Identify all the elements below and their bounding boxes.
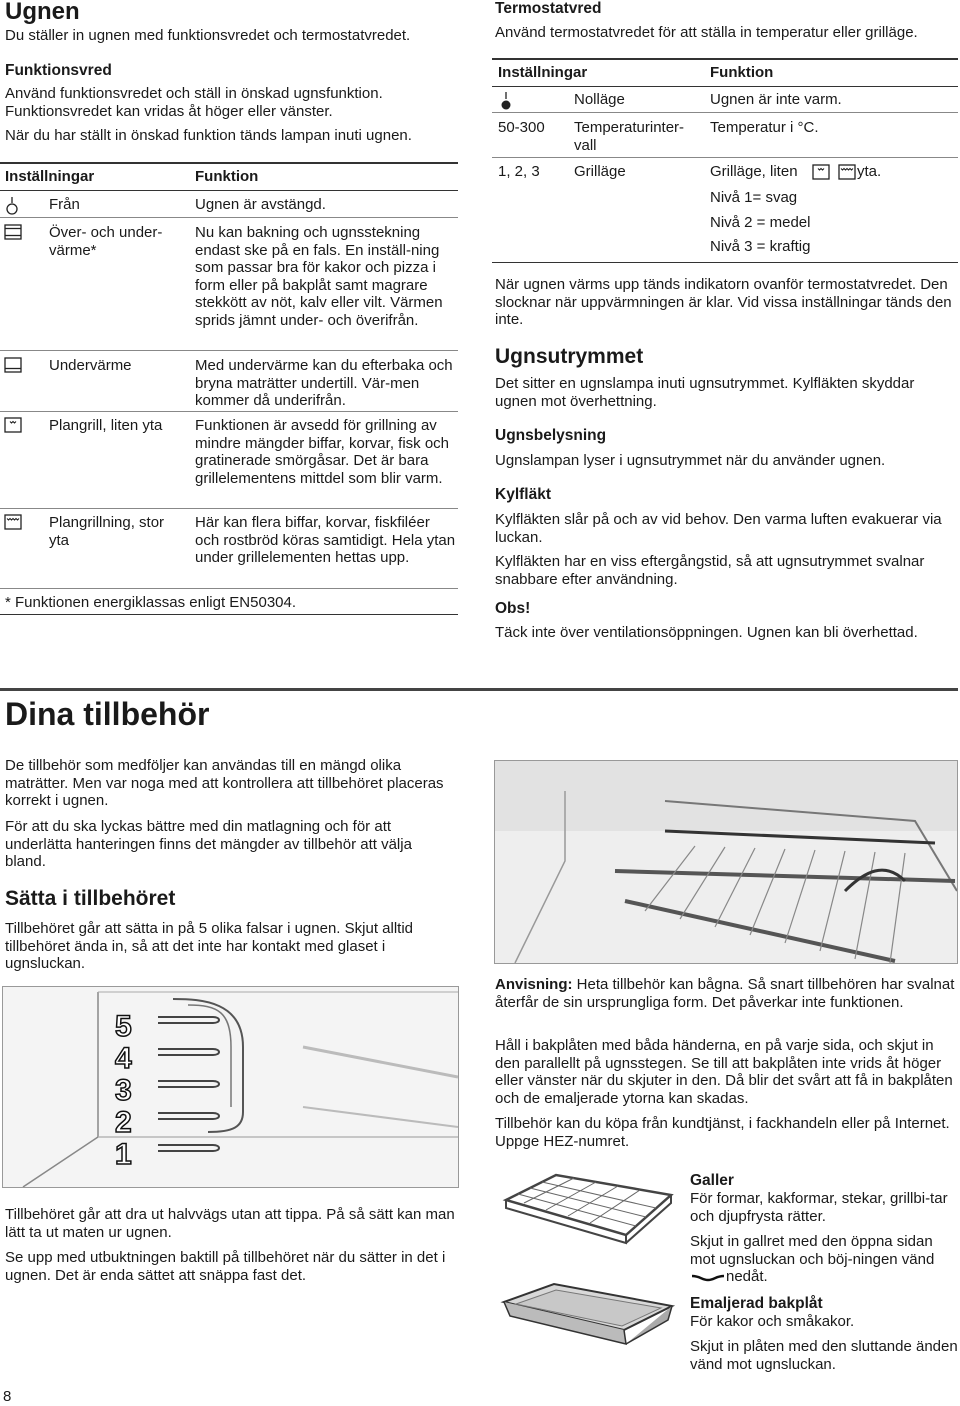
note-label: Anvisning: — [495, 976, 573, 993]
tray-text-2: Skjut in plåten med den sluttande änden vänd mot ugnsluckan. — [690, 1338, 958, 1373]
off-icon — [4, 196, 20, 216]
light-heading: Ugnsbelysning — [495, 427, 607, 444]
note-text: Heta tillbehör kan bågna. Så snart tillbehören har svalnat återfår de sin ursprungliga form. Det påverkar inte funktionen. — [495, 976, 955, 1011]
thermostat-table-bottom-rule — [492, 262, 958, 263]
shelf-number-1: 1 — [115, 1138, 132, 1171]
row-setting-off: Från — [49, 196, 80, 213]
table-header-rule — [0, 190, 458, 191]
row-divider — [0, 411, 458, 412]
thermostat-header-settings: Inställningar — [498, 64, 588, 81]
funktionsvred-text-2: När du har ställt in önskad funktion tänds lampan inuti ugnen. — [5, 127, 412, 144]
pull-text: Tillbehöret går att dra ut halvvägs utan att tippa. På så sätt kan man lätt ta ut maten ur ugnen. — [5, 1206, 455, 1241]
row-setting-grill-large: Plangrillning, stor yta — [49, 514, 165, 549]
table-header-function: Funktion — [195, 168, 259, 185]
oven-title: Ugnen — [5, 0, 80, 25]
funktionsvred-heading: Funktionsvred — [5, 62, 112, 79]
row-function-off: Ugnen är avstängd. — [195, 196, 326, 213]
buy-text: Tillbehör kan du köpa från kundtjänst, i fackhandeln eller på Internet. Uppge HEZ-numret. — [495, 1115, 950, 1150]
row-function-bottom: Med undervärme kan du efterbaka och bryna maträtter undertill. Vär-men kommer då underifrån. — [195, 357, 453, 409]
row-setting-bottom: Undervärme — [49, 357, 132, 374]
bulge-text: Se upp med utbuktningen baktill på tillbehöret när du sätter in det i ugnen. Det är enda sättet att snäppa fast det. — [5, 1249, 446, 1284]
t-row-function-grill-suffix: yta. — [857, 163, 882, 180]
compartment-intro: Det sitter en ugnslampa inuti ugnsutrymmet. Kylfläkten skyddar ugnen mot överhettning. — [495, 375, 915, 410]
table-header-settings: Inställningar — [5, 168, 95, 185]
thermostat-intro: Använd termostatvredet för att ställa in temperatur eller grilläge. — [495, 24, 918, 41]
thermostat-header-function: Funktion — [710, 64, 774, 81]
oven-shelf-levels-illustration — [2, 986, 459, 1188]
zero-position-icon — [499, 91, 513, 111]
table-bottom-rule — [0, 614, 458, 615]
bottom-heat-icon — [4, 357, 22, 373]
rack-image — [496, 1170, 676, 1258]
t-row-setting-zero: Nolläge — [574, 91, 625, 108]
baking-tray-image — [496, 1280, 676, 1362]
row-function-top-bottom: Nu kan bakning och ugnsstekning endast ske på en fals. En inställ-ning som passar bra för kakor och pizza i form eller på bakplåt samt magrare stekkött av nöt, kalv eller vilt. Värmen sprids jämnt under- och överifrån. — [195, 224, 443, 329]
rack-text-2b: nedåt. — [726, 1268, 768, 1285]
thermostat-header-rule — [492, 86, 958, 87]
tray-heading: Emaljerad bakplåt — [690, 1295, 823, 1312]
rack-heading: Galler — [690, 1172, 734, 1189]
table-footnote: * Funktionen energiklassas enligt EN50304. — [5, 594, 297, 611]
page-number: 8 — [3, 1388, 12, 1405]
table-top-rule — [0, 162, 458, 164]
grill-large-icon — [4, 514, 22, 530]
insert-heading: Sätta i tillbehöret — [5, 887, 176, 910]
oven-rack-photo — [494, 760, 958, 964]
grill-level-3: Nivå 3 = kraftig — [710, 238, 811, 255]
thermostat-table-top-rule — [492, 58, 958, 60]
t-row-function-grill: Grilläge, liten — [710, 163, 798, 180]
accessories-title: Dina tillbehör — [5, 696, 210, 732]
shelf-number-5: 5 — [115, 1010, 132, 1043]
hold-text: Håll i bakplåten med båda händerna, en på varje sida, och skjut in den parallellt på ugnsstegen. Se till att bakplåten inte vrids åt höger eller vänster när du skjuter in den. Då blir det svårt att få in bakplåten och de emaljerade ytorna kan skadas. — [495, 1037, 953, 1107]
t-row-divider — [492, 112, 958, 113]
compartment-heading: Ugnsutrymmet — [495, 345, 644, 368]
thermostat-heading: Termostatvred — [495, 0, 602, 17]
rack-bend-icon — [690, 1272, 726, 1282]
fan-text-2: Kylfläkten har en viss eftergångstid, så att ugnsutrymmet svalnar snabbare efter användning. — [495, 553, 925, 588]
t-row-function-zero: Ugnen är inte varm. — [710, 91, 842, 108]
t-row-setting-grill: Grilläge — [574, 163, 626, 180]
row-function-grill-large: Här kan flera biffar, korvar, fiskfiléer och rostbröd köras samtidigt. Hela ytan under grillelementen hettas upp. — [195, 514, 456, 566]
shelf-number-3: 3 — [115, 1074, 132, 1107]
grill-small-icon — [4, 417, 22, 433]
oven-intro: Du ställer in ugnen med funktionsvredet och termostatvredet. — [5, 27, 411, 44]
oven-rack-drawing — [495, 761, 957, 963]
rack-text-2 — [690, 1233, 958, 1286]
grill-level-1: Nivå 1= svag — [710, 189, 798, 206]
insert-text: Tillbehöret går att sätta in på 5 olika falsar i ugnen. Skjut alltid tillbehöret ända in, så att det inte har kontakt med glaset i ugnsluckan. — [5, 920, 414, 972]
top-bottom-heat-icon — [4, 224, 22, 240]
t-row-key-range: 50-300 — [498, 119, 545, 136]
fan-text-1: Kylfläkten slår på och av vid behov. Den varma luften evakuerar via luckan. — [495, 511, 942, 546]
oven-shelf-drawing — [3, 987, 458, 1187]
rack-text-1: För formar, kakformar, stekar, grillbi-tar och djupfrysta rätter. — [690, 1190, 948, 1225]
t-row-divider — [492, 157, 958, 158]
row-setting-top-bottom: Över- och under- värme* — [49, 224, 163, 259]
rack-text-2a: Skjut in gallret med den öppna sidan mot ugnsluckan och böj-ningen vänd — [690, 1233, 935, 1268]
grill-small-icon — [812, 164, 830, 180]
accessories-text-2: För att du ska lyckas bättre med din matlagning och för att underlätta hanteringen finns det mängder av tillbehör att välja bland. — [5, 818, 412, 870]
grill-large-icon — [838, 164, 856, 180]
obs-heading: Obs! — [495, 600, 531, 617]
t-row-function-range: Temperatur i °C. — [710, 119, 819, 136]
tray-text-1: För kakor och småkakor. — [690, 1313, 855, 1330]
fan-heading: Kylfläkt — [495, 486, 551, 503]
obs-text: Täck inte över ventilationsöppningen. Ugnen kan bli överhettad. — [495, 624, 918, 641]
section-rule — [0, 688, 958, 691]
t-row-setting-range: Temperaturinter- vall — [574, 119, 685, 154]
light-text: Ugnslampan lyser i ugnsutrymmet när du använder ugnen. — [495, 452, 886, 469]
t-row-key-grill: 1, 2, 3 — [498, 163, 540, 180]
accessories-text-1: De tillbehör som medföljer kan användas till en mängd olika maträtter. Men var noga med att kontrollera att tillbehöret placeras korrekt i ugnen. — [5, 757, 444, 809]
row-divider — [0, 350, 458, 351]
row-setting-grill-small: Plangrill, liten yta — [49, 417, 163, 434]
grill-level-2: Nivå 2 = medel — [710, 214, 811, 231]
row-function-grill-small: Funktionen är avsedd för grillning av mindre mängder biffar, korvar, fisk och gratinerade smörgåsar. Det är bara grillelementens mittdel som blir varm. — [195, 417, 450, 487]
row-divider — [0, 508, 458, 509]
row-divider — [0, 217, 458, 218]
shelf-number-2: 2 — [115, 1106, 132, 1139]
thermostat-indicator-text: När ugnen värms upp tänds indikatorn ovanför termostatvredet. Den slocknar när uppvärmningen är klar. Vid vissa inställningar tänds den inte. — [495, 276, 952, 328]
funktionsvred-text-1: Använd funktionsvredet och ställ in önskad ugnsfunktion. Funktionsvredet kan vridas åt höger eller vänster. — [5, 85, 383, 120]
shelf-number-4: 4 — [115, 1042, 132, 1075]
note-paragraph — [495, 976, 957, 1011]
row-divider — [0, 588, 458, 589]
